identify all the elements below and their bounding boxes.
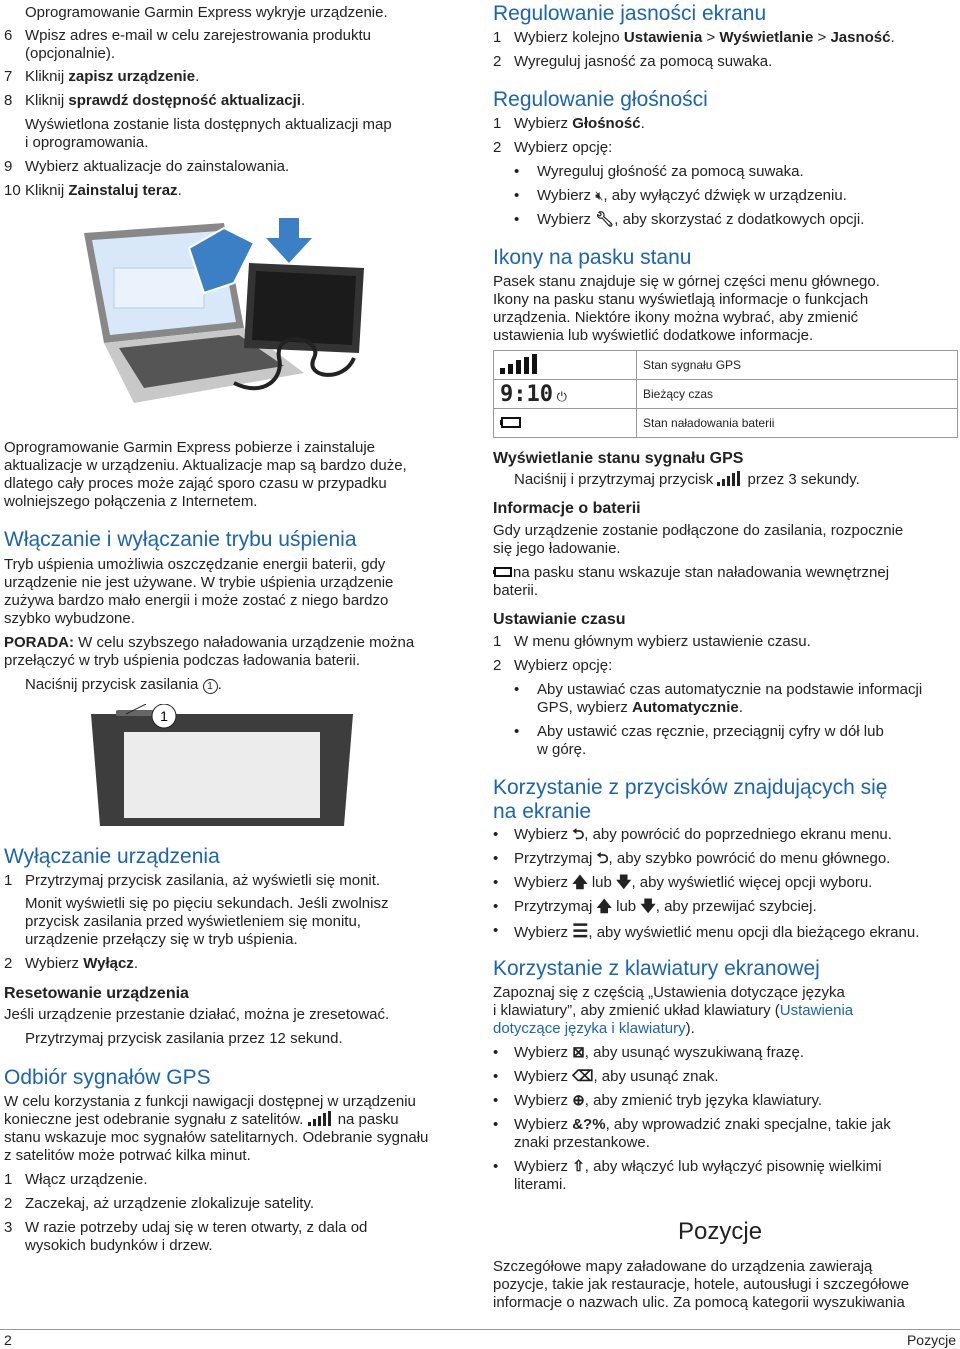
after-image-text4: wolniejszego połączenia z Internetem. <box>4 493 258 510</box>
step-9: Wybierz aktualizacje do zainstalowania. <box>25 158 290 175</box>
keyboard-item4: Wybierz &?%, aby wprowadzić znaki specjalne, takie jak <box>514 1116 891 1133</box>
bullet-icon: • <box>493 1068 499 1085</box>
volume-step1: Wybierz Głośność. <box>514 115 645 132</box>
language-icon: ⊕ <box>572 1092 585 1109</box>
reset-text: Jeśli urządzenie przestanie działać, można je zresetować. <box>4 1006 390 1023</box>
bullet-icon: • <box>493 922 499 939</box>
arrow-down-icon: 🡇 <box>616 874 632 891</box>
clock-icon: 9:10 ⏻ <box>494 380 637 409</box>
keyboard-item5b: literami. <box>514 1176 567 1193</box>
reset-step: Przytrzymaj przycisk zasilania przez 12 sekund. <box>25 1030 343 1047</box>
off-step2: Wybierz Wyłącz. <box>25 955 138 972</box>
step-10: Kliknij Zainstaluj teraz. <box>25 182 182 199</box>
keyboard-text1: Zapoznaj się z częścią „Ustawienia dotyczące języka <box>493 984 845 1001</box>
volume-option2: Wybierz 🔇︎, aby wyłączyć dźwięk w urządzeniu. <box>537 187 847 204</box>
battery-text1: Gdy urządzenie zostanie podłączone do zasilania, rozpocznie <box>493 522 904 539</box>
step-number: 8 <box>4 92 13 109</box>
status-text2: Ikony na pasku stanu wyświetlają informacje o funkcjach <box>493 291 869 308</box>
step-6-line1: Wpisz adres e-mail w celu zarejestrowania produktu <box>25 27 371 44</box>
step-number: 2 <box>493 657 502 674</box>
volume-heading: Regulowanie głośności <box>493 88 708 111</box>
bullet-icon: • <box>514 211 520 228</box>
gps-step3a: W razie potrzeby udaj się w teren otwarty, z dala od <box>25 1219 368 1236</box>
volume-option3: Wybierz 🔧︎, aby skorzystać z dodatkowych opcji. <box>537 211 865 228</box>
keyboard-text3: dotyczące języka i klawiatury). <box>493 1020 695 1037</box>
table-cell: Stan sygnału GPS <box>637 351 958 380</box>
arrow-up-icon: 🡅 <box>596 898 612 915</box>
step-6-line2: (opcjonalnie). <box>25 45 116 62</box>
device-screen <box>124 732 320 818</box>
step-number: 7 <box>4 68 13 85</box>
step-number: 2 <box>493 139 502 156</box>
gps-text3: stanu wskazuje moc sygnałów satelitarnych. Odebranie sygnału <box>4 1129 429 1146</box>
step-number: 1 <box>4 872 13 889</box>
press-power: Naciśnij przycisk zasilania 1 . <box>25 676 222 693</box>
gps-step1: Włącz urządzenie. <box>25 1171 148 1188</box>
step-number: 1 <box>493 115 502 132</box>
after-image-text2: aktualizacje w urządzeniu. Aktualizacje map są bardzo duże, <box>4 457 407 474</box>
backspace-icon: ⌫ <box>572 1068 594 1085</box>
gps-text2: konieczne jest odebranie sygnału z satelitów. na pasku <box>4 1111 399 1128</box>
positions-text3: informacje o nazwach ulic. Za pomocą kategorii wyszukiwania <box>493 1294 905 1311</box>
table-row <box>494 409 958 438</box>
time-option2a: Aby ustawić czas ręcznie, przeciągnij cyfry w dół lub <box>537 723 884 740</box>
gps-view-heading: Wyświetlanie stanu sygnału GPS <box>493 450 744 467</box>
back-icon: ⮌ <box>572 826 585 843</box>
download-arrow-icon <box>266 218 312 263</box>
settings-link[interactable]: Ustawienia <box>779 1002 854 1019</box>
positions-heading: Pozycje <box>678 1218 763 1245</box>
keyboard-heading: Korzystanie z klawiatury ekranowej <box>493 957 820 980</box>
bullet-icon: • <box>493 850 499 867</box>
settings-link-cont[interactable]: dotyczące języka i klawiatury <box>493 1020 686 1037</box>
sleep-heading: Włączanie i wyłączanie trybu uśpienia <box>4 528 357 551</box>
battery-text3: na pasku stanu wskazuje stan naładowania wewnętrznej <box>493 564 889 582</box>
brightness-heading: Regulowanie jasności ekranu <box>493 2 767 25</box>
after-image-text1: Oprogramowanie Garmin Express pobierze i zainstaluje <box>4 439 376 456</box>
gps-step2: Zaczekaj, aż urządzenie zlokalizuje satelity. <box>25 1195 315 1212</box>
positions-text2: pozycje, takie jak restauracje, hotele, autousługi i szczegółowe <box>493 1276 910 1293</box>
bullet-icon: • <box>514 681 520 698</box>
status-text3: urządzenia. Niektóre ikony można wybrać, aby zmienić <box>493 309 859 326</box>
buttons-heading1: Korzystanie z przycisków znajdujących się <box>493 776 888 799</box>
step-number: 10 <box>4 182 21 199</box>
gps-view-text: Naciśnij i przytrzymaj przycisk przez 3 sekundy. <box>514 471 860 488</box>
device-front-illustration <box>86 704 358 834</box>
time-option2b: w górę. <box>537 741 587 758</box>
time-heading: Ustawianie czasu <box>493 611 626 628</box>
time-option1a: Aby ustawiać czas automatycznie na podstawie informacji <box>537 681 923 698</box>
brightness-step2: Wyreguluj jasność za pomocą suwaka. <box>514 53 773 70</box>
callout-circle-icon: 1 <box>203 679 218 694</box>
volume-step2: Wybierz opcję: <box>514 139 613 156</box>
table-cell: Bieżący czas <box>637 380 958 409</box>
bullet-icon: • <box>514 187 520 204</box>
arrow-down-icon: 🡇 <box>640 898 656 915</box>
battery-text4: baterii. <box>493 582 539 599</box>
gps-bars-icon <box>717 471 743 486</box>
menu-icon: ☰ <box>572 921 589 941</box>
time-option1b: GPS, wybierz Automatycznie. <box>537 699 743 716</box>
status-bar-heading: Ikony na pasku stanu <box>493 246 692 269</box>
button-item1: Wybierz ⮌, aby powrócić do poprzedniego ekranu menu. <box>514 826 892 843</box>
step-number: 2 <box>493 53 502 70</box>
buttons-heading2: na ekranie <box>493 800 592 823</box>
gps-text4: z satelitów może potrwać kilka minut. <box>4 1147 251 1164</box>
battery-icon <box>494 409 637 438</box>
gps-heading: Odbiór sygnałów GPS <box>4 1066 211 1089</box>
status-text4: ustawienia lub wyświetlić dodatkowe informacje. <box>493 327 814 344</box>
sleep-text3: zużywa bardzo mało energii i może zostać z niego bardzo <box>4 592 389 609</box>
step-number: 6 <box>4 27 13 44</box>
sleep-text4: szybko wybudzone. <box>4 610 135 627</box>
button-item3: Wybierz 🡅 lub 🡇, aby wyświetlić więcej opcji wyboru. <box>514 874 873 891</box>
clear-icon: ⊠ <box>572 1044 585 1061</box>
off-note3: urządzenie przełączy się w tryb uśpienia. <box>25 931 298 948</box>
bullet-icon: • <box>493 1116 499 1133</box>
button-item4: Przytrzymaj 🡅 lub 🡇, aby przewijać szybciej. <box>514 898 817 915</box>
keyboard-item3: Wybierz ⊕, aby zmienić tryb języka klawiatury. <box>514 1092 823 1109</box>
bullet-icon: • <box>493 1158 499 1175</box>
sleep-text1: Tryb uśpienia umożliwia oszczędzanie energii baterii, gdy <box>4 556 386 573</box>
battery-heading: Informacje o baterii <box>493 500 641 517</box>
tip-line1: PORADA: W celu szybszego naładowania urządzenie można <box>4 634 415 651</box>
bullet-icon: • <box>493 826 499 843</box>
bullet-icon: • <box>493 1044 499 1061</box>
table-row <box>494 351 958 380</box>
special-chars-icon: &?% <box>572 1116 606 1133</box>
sleep-text2: urządzenie nie jest używane. W trybie uśpienia urządzenie <box>4 574 394 591</box>
battery-icon <box>493 566 513 578</box>
gps-bars-icon <box>494 351 637 380</box>
step-5-text: Oprogramowanie Garmin Express wykryje urządzenie. <box>25 4 388 21</box>
step-number: 1 <box>493 633 502 650</box>
arrow-up-icon: 🡅 <box>572 874 588 891</box>
battery-text2: się jego ładowanie. <box>493 540 621 557</box>
time-step2: Wybierz opcję: <box>514 657 613 674</box>
gps-text1: W celu korzystania z funkcji nawigacji dostępnej w urządzeniu <box>4 1093 416 1110</box>
back-icon: ⮌ <box>596 850 609 867</box>
after-image-text3: dlatego cały proces może zająć sporo czasu w przypadku <box>4 475 387 492</box>
off-step1: Przytrzymaj przycisk zasilania, aż wyświetli się monit. <box>25 872 381 889</box>
table-row <box>494 380 958 409</box>
footer-section: Pozycje <box>906 1332 956 1348</box>
svg-text:1: 1 <box>160 708 168 724</box>
step-number: 3 <box>4 1219 13 1236</box>
step-number: 2 <box>4 955 13 972</box>
mute-icon: 🔇︎ <box>595 188 604 203</box>
reset-heading: Resetowanie urządzenia <box>4 985 189 1002</box>
step-number: 2 <box>4 1195 13 1212</box>
gps-step3b: wysokich budynków i drzew. <box>25 1237 213 1254</box>
bullet-icon: • <box>493 1092 499 1109</box>
brightness-step1: Wybierz kolejno Ustawienia > Wyświetlanie > Jasność. <box>514 29 895 46</box>
off-note2: przycisk zasilania przed wyświetleniem się monitu, <box>25 913 361 930</box>
page-number: 2 <box>4 1332 12 1348</box>
step-7: Kliknij zapisz urządzenie. <box>25 68 200 85</box>
laptop-device-illustration <box>74 208 374 408</box>
shift-icon: ⇧ <box>572 1158 585 1175</box>
keyboard-item2: Wybierz ⌫, aby usunąć znak. <box>514 1068 719 1085</box>
power-off-heading: Wyłączanie urządzenia <box>4 845 220 868</box>
gps-bars-icon <box>308 1111 334 1126</box>
off-note1: Monit wyświetli się po pięciu sekundach. Jeśli zwolnisz <box>25 895 389 912</box>
time-step1: W menu głównym wybierz ustawienie czasu. <box>514 633 811 650</box>
step-number: 9 <box>4 158 13 175</box>
footer-divider <box>0 1329 960 1330</box>
keyboard-item5: Wybierz ⇧, aby włączyć lub wyłączyć pisownię wielkimi <box>514 1158 882 1175</box>
step-8: Kliknij sprawdź dostępność aktualizacji. <box>25 92 306 109</box>
keyboard-item1: Wybierz ⊠, aby usunąć wyszukiwaną frazę. <box>514 1044 805 1061</box>
step-number: 1 <box>4 1171 13 1188</box>
step-8-note2: i oprogramowania. <box>25 134 149 151</box>
button-item5: Wybierz ☰, aby wyświetlić menu opcji dla bieżącego ekranu. <box>514 921 920 941</box>
status-text1: Pasek stanu znajduje się w górnej części menu głównego. <box>493 273 880 290</box>
wrench-icon: 🔧︎ <box>595 211 615 228</box>
step-number: 1 <box>493 29 502 46</box>
bullet-icon: • <box>493 874 499 891</box>
bullet-icon: • <box>514 723 520 740</box>
step-8-note1: Wyświetlona zostanie lista dostępnych aktualizacji map <box>25 116 392 133</box>
bullet-icon: • <box>493 898 499 915</box>
button-item2: Przytrzymaj ⮌, aby szybko powrócić do menu głównego. <box>514 850 891 867</box>
keyboard-text2: i klawiatury”, aby zmienić układ klawiatury (Ustawienia <box>493 1002 854 1019</box>
volume-option1: Wyreguluj głośność za pomocą suwaka. <box>537 163 804 180</box>
tip-line2: przełączyć w tryb uśpienia podczas ładowania baterii. <box>4 652 361 669</box>
keyboard-item4b: znaki przestankowe. <box>514 1134 650 1151</box>
bullet-icon: • <box>514 163 520 180</box>
positions-text1: Szczegółowe mapy załadowane do urządzenia zawierają <box>493 1258 873 1275</box>
table-cell: Stan naładowania baterii <box>637 409 958 438</box>
status-icons-table <box>493 350 958 438</box>
